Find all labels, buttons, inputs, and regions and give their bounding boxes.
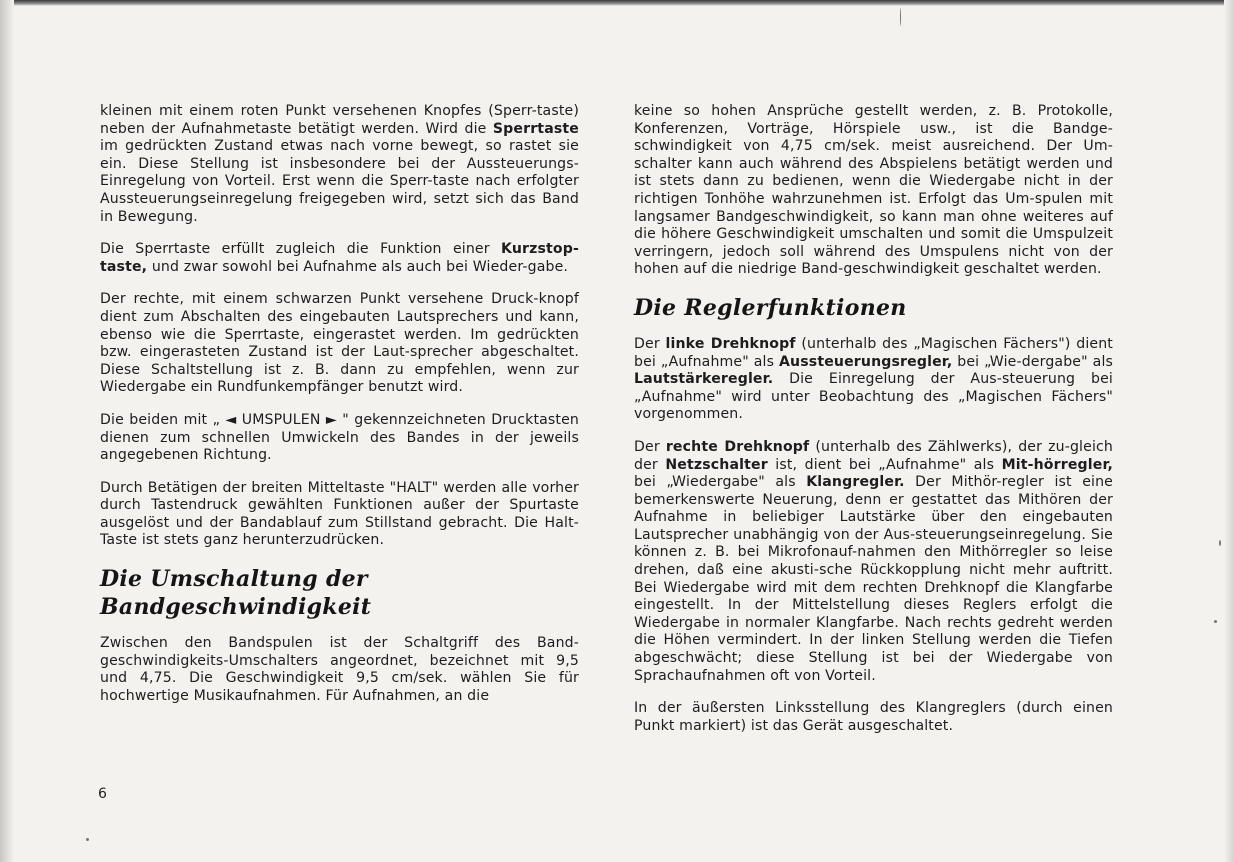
- paragraph-umschalter: keine so hohen Ansprüche gestellt werden, z. B. Protokolle, Konferenzen, Vorträge, Hörspiele usw., ist die Bandge-schwindigkeit von 4,75 cm/sek. meist ausreichend. Der Um-schalter kann auch während des Abspielens betätigt werden und ist stets dann zu bedienen, wenn die Wiedergabe nicht in der richtigen Tonhöhe wahrzunehmen ist. Erfolgt das Um-spulen mit langsamer Bandgeschwindigkeit, so kann man ohne weiteres auf die höhere Geschwindigkeit umschalten und somit die Umspulzeit verringern, jedoch soll während des Umspulens nicht von der hohen auf die niedrige Band-geschwindigkeit geschaltet werden.: [634, 103, 1113, 278]
- paragraph-halt: Durch Betätigen der breiten Mitteltaste "HALT" werden alle vorher durch Tastendruck gewählten Funktionen außer der Spurtaste ausgelöst und der Bandablauf zum Stillstand gebracht. Die Halt-Taste ist stets ganz herunterzudrücken.: [100, 479, 579, 549]
- bold-term: Kurzstop-taste,: [100, 241, 579, 275]
- text-span: Die Einregelung der Aus-steuerung bei „Aufnahme" wird unter Beobachtung des „Magischen Fächers" vorgenommen.: [634, 371, 1113, 423]
- bold-term: Mit-hörregler,: [1001, 456, 1113, 473]
- text-span: Der: [634, 335, 666, 352]
- bold-term: Lautstärkeregler.: [634, 371, 774, 388]
- paragraph-lautsprecher: Der rechte, mit einem schwarzen Punkt versehene Druck-knopf dient zum Abschalten des eingebauten Lautsprechers und kann, ebenso wie die Sperrtaste, eingerastet werden. Im gedrückten bzw. eingerasteten Zustand ist der Laut-sprecher abgeschaltet. Diese Schaltstellung ist z. B. dann zu empfehlen, wenn zur Wiedergabe ein Rundfunkempfänger benutzt wird.: [100, 291, 579, 396]
- bold-term: rechte Drehknopf: [665, 438, 810, 455]
- heading-reglerfunktionen: Die Reglerfunktionen: [634, 294, 907, 321]
- bold-term: Klangregler.: [806, 474, 905, 491]
- text-span: Die Sperrtaste erfüllt zugleich die Funktion einer: [100, 241, 502, 258]
- paragraph-umspulen: Die beiden mit „ ◄ UMSPULEN ► " gekennzeichneten Drucktasten dienen zum schnellen Umwickeln des Bandes in der jeweils angegebenen Richtung.: [100, 411, 579, 464]
- text-span: im gedrückten Zustand etwas nach vorne bewegt, so rastet sie ein. Diese Stellung ist insbesondere bei der Aussteuerungs-Einregelung von Vorteil. Erst wenn die Sperr-taste nach erfolgter Aussteuerungseinregelung freigegeben wird, setzt sich das Band in Bewegung.: [100, 138, 579, 225]
- bold-term: Aussteuerungsregler,: [779, 353, 953, 370]
- text-span: ist, dient bei „Aufnahme" als: [767, 456, 1002, 473]
- dust-speck: [900, 8, 901, 26]
- dust-speck: [1214, 620, 1217, 623]
- dust-speck: [86, 838, 89, 841]
- text-span: und zwar sowohl bei Aufnahme als auch bei Wieder-gabe.: [147, 258, 569, 275]
- bold-term: Netzschalter: [665, 456, 768, 473]
- paragraph-sperrtaste: [100, 103, 579, 226]
- right-column: [634, 103, 1113, 750]
- bold-term: Sperrtaste: [492, 120, 579, 137]
- text-span: (unterhalb des Zählwerks), der zu-gleich der: [634, 438, 1113, 473]
- text-span: bei „Wie-dergabe" als: [952, 353, 1113, 370]
- paragraph-ausgeschaltet: In der äußersten Linksstellung des Klangreglers (durch einen Punkt markiert) ist das Gerät ausgeschaltet.: [634, 700, 1113, 734]
- heading-umschaltung: Die Umschaltung der Bandgeschwindigkeit: [100, 566, 372, 621]
- scan-right-edge: [1224, 0, 1234, 862]
- paragraph-kurzstoptaste: [100, 241, 579, 276]
- paragraph-bandgeschwindigkeit: Zwischen den Bandspulen ist der Schaltgriff des Band-geschwindigkeits-Umschalters angeordnet, bezeichnet mit 9,5 und 4,75. Die Geschwindigkeit 9,5 cm/sek. wählen Sie für hochwertige Musikaufnahmen. Für Aufnahmen, an die: [100, 635, 579, 704]
- text-span: (unterhalb des „Magischen Fächers") dient bei „Aufnahme" als: [634, 335, 1113, 370]
- scan-left-edge: [0, 0, 14, 862]
- text-span: Der: [634, 438, 666, 455]
- dust-speck: [1219, 540, 1221, 546]
- text-span: Der Mithör-regler ist eine bemerkenswerte Neuerung, denn er gestattet das Mithören der Aufnahme in beliebiger Lautstärke über den eingebauten Lautsprecher unabhängig von der Aus-steuerungseinregelung. Sie können z. B. bei Mikrofonauf-nahmen den Mithörregler so leise drehen, daß eine akusti-sche Rückkopplung nicht mehr auftritt. Bei Wiedergabe wird mit dem rechten Drehknopf die Klangfarbe eingestellt. In der Mittelstellung dieses Reglers erfolgt die Wiedergabe in normaler Klangfarbe. Nach rechts gedreht werden die Höhen vermindert. In der linken Stellung werden die Tiefen abgeschwächt; diese Stellung ist bei der Wiedergabe von Sprachaufnahmen oft von Vorteil.: [634, 474, 1113, 684]
- paragraph-linker-drehknopf: [634, 336, 1113, 424]
- bold-term: linke Drehknopf: [665, 335, 796, 352]
- page-number: 6: [98, 786, 107, 802]
- scan-top-edge: [0, 0, 1234, 6]
- text-span: kleinen mit einem roten Punkt versehenen Knopfes (Sperr-taste) neben der Aufnahmetaste betätigt werden. Wird die: [100, 103, 579, 137]
- left-column: [100, 103, 579, 720]
- paragraph-rechter-drehknopf: [634, 439, 1113, 685]
- text-span: bei „Wiedergabe" als: [634, 474, 807, 491]
